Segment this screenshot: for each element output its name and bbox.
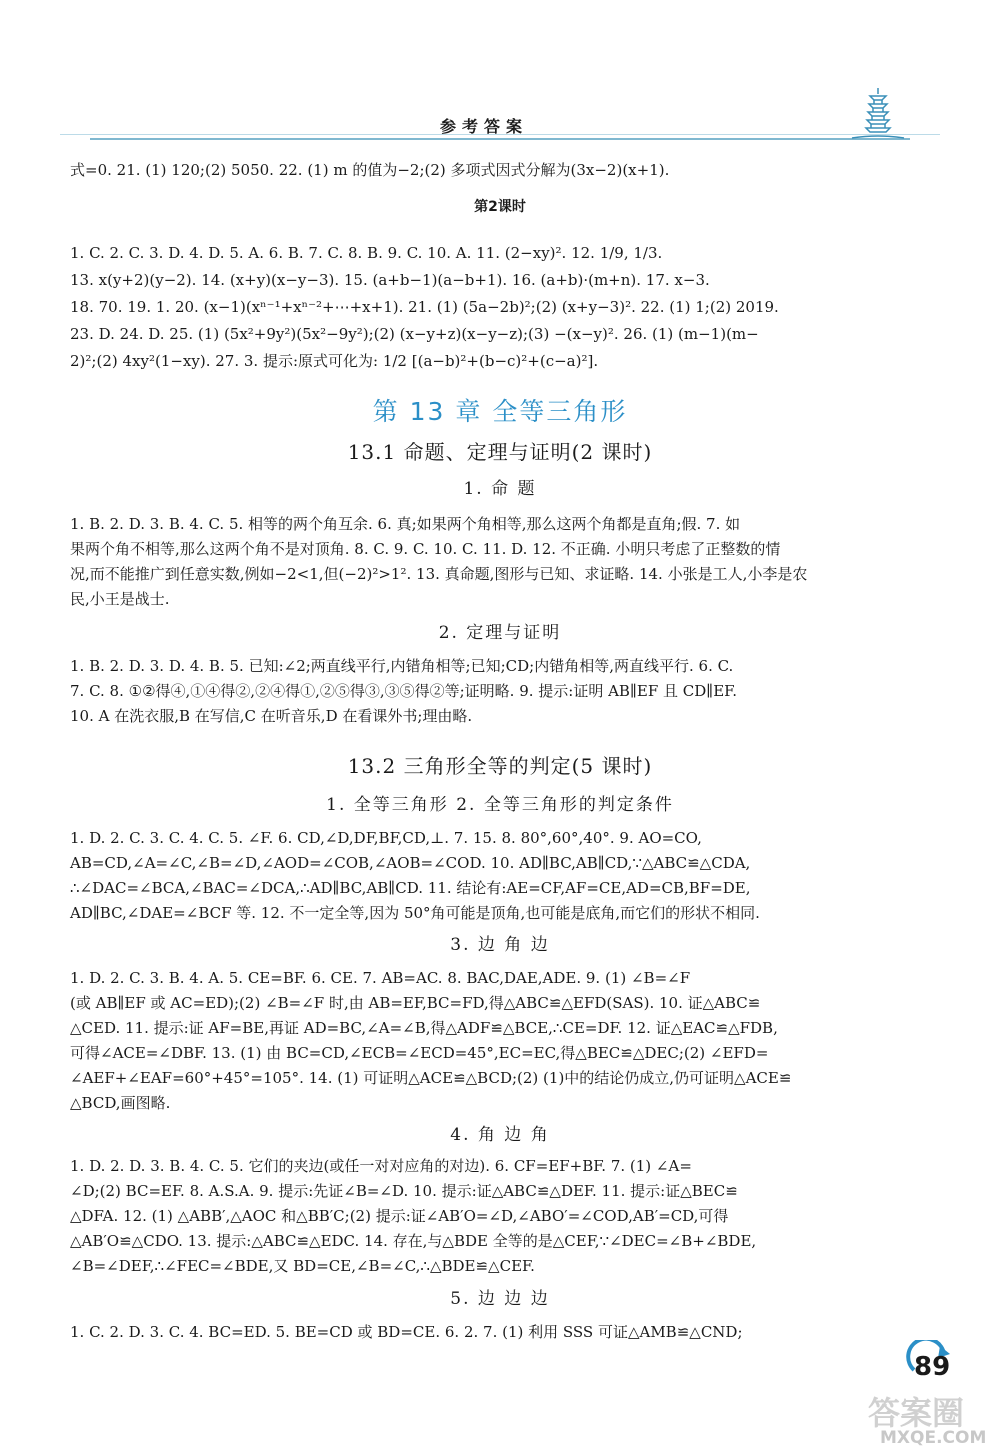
answer-line: 民,小王是战士. (70, 590, 170, 608)
answer-block-13-1-2 (70, 654, 912, 729)
page-number-text: 89 (914, 1352, 951, 1382)
answer-line: 式=0. 21. (1) 120;(2) 5050. 22. (1) m 的值为−2;(2) 多项式因式分解为(3x−2)(x+1). (70, 161, 670, 179)
page-number (906, 1348, 952, 1388)
answer-line: 1. C. 2. C. 3. D. 4. D. 5. A. 6. B. 7. C. 8. B. 9. C. 10. A. 11. (2−xy)². 12. 1/9, 1/3. (70, 244, 663, 262)
subsection-title: 1. 命 题 (463, 479, 537, 499)
answer-line: 23. D. 24. D. 25. (1) (5x²+9y²)(5x²−9y²);(2) (x−y+z)(x−y−z);(3) −(x−y)². 26. (1) (m−1)(m− (70, 325, 759, 343)
answer-block-13-1-1 (70, 512, 912, 612)
answer-line: AB=CD,∠A=∠C,∠B=∠D,∠AOD=∠COB,∠AOB=∠COD. 10. AD∥BC,AB∥CD,∵△ABC≌△CDA, (70, 854, 751, 872)
answer-block-13-2-5 (70, 1320, 900, 1345)
section-title: 13.2 三角形全等的判定(5 课时) (347, 754, 653, 778)
answer-line: 1. D. 2. D. 3. B. 4. C. 5. 它们的夹边(或任一对对应角的对边). 6. CF=EF+BF. 7. (1) ∠A= (70, 1157, 692, 1175)
answer-line: 况,而不能推广到任意实数,例如−2<1,但(−2)²>1². 13. 真命题,图形与已知、求证略. 14. 小张是工人,小李是农 (70, 565, 808, 583)
answer-line: 可得∠ACE=∠DBF. 13. (1) 由 BC=CD,∠ECB=∠ECD=45°,EC=EC,得△BEC≌△DEC;(2) ∠EFD= (70, 1044, 769, 1062)
answer-line: 1. D. 2. C. 3. B. 4. A. 5. CE=BF. 6. CE. 7. AB=AC. 8. BAC,DAE,ADE. 9. (1) ∠B=∠F (70, 969, 691, 987)
answer-block-top (70, 158, 912, 183)
answer-line: AD∥BC,∠DAE=∠BCF 等. 12. 不一定全等,因为 50°角可能是顶角,也可能是底角,而它们的形状不相同. (70, 904, 760, 922)
subsection-title: 1. 全等三角形 2. 全等三角形的判定条件 (326, 795, 674, 815)
chapter-title: 第 13 章 全等三角形 (372, 397, 628, 426)
answer-block-13-2-1 (70, 826, 912, 926)
answer-line: 13. x(y+2)(y−2). 14. (x+y)(x−y−3). 15. (a+b−1)(a−b+1). 16. (a+b)·(m+n). 17. x−3. (70, 271, 710, 289)
section-title: 13.1 命题、定理与证明(2 课时) (347, 440, 653, 464)
answer-line: △CED. 11. 提示:证 AF=BE,再证 AD=BC,∠A=∠B,得△ADF≌△BCE,∴CE=DF. 12. 证△EAC≌△FDB, (70, 1019, 778, 1037)
answer-line: ∠B=∠DEF,∴∠FEC=∠BDE,又 BD=CE,∠B=∠C,∴△BDE≌△CEF. (70, 1257, 535, 1275)
watermark-url: MXQE.COM (880, 1428, 987, 1448)
answer-block-13-2-3 (70, 966, 912, 1116)
subsection-title: 5. 边 边 边 (450, 1289, 550, 1309)
answer-line: ∠D;(2) BC=EF. 8. A.S.A. 9. 提示:先证∠B=∠D. 10. 提示:证△ABC≌△DEF. 11. 提示:证△BEC≌ (70, 1182, 738, 1200)
subsection-title: 3. 边 角 边 (450, 935, 550, 955)
lesson-title: 第2课时 (474, 199, 526, 215)
answer-line: 2)²;(2) 4xy²(1−xy). 27. 3. 提示:原式可化为: 1/2 [(a−b)²+(b−c)²+(c−a)²]. (70, 352, 599, 370)
answer-line: 1. B. 2. D. 3. B. 4. C. 5. 相等的两个角互余. 6. 真;如果两个角相等,那么这两个角都是直角;假. 7. 如 (70, 515, 741, 533)
answer-line: ∴∠DAC=∠BCA,∠BAC=∠DCA,∴AD∥BC,AB∥CD. 11. 结论有:AE=CF,AF=CE,AD=CB,BF=DE, (70, 879, 751, 897)
answer-block-lesson2 (70, 240, 912, 375)
answer-line: △AB′O≌△CDO. 13. 提示:△ABC≌△EDC. 14. 存在,与△BDE 全等的是△CEF,∵∠DEC=∠B+∠BDE, (70, 1232, 757, 1250)
answer-line: 10. A 在洗衣服,B 在写信,C 在听音乐,D 在看课外书;理由略. (70, 707, 473, 725)
page-header-title: 参考答案 (440, 117, 529, 136)
answer-line: 1. B. 2. D. 3. D. 4. B. 5. 已知:∠2;两直线平行,内错角相等;已知;CD;内错角相等,两直线平行. 6. C. (70, 657, 734, 675)
answer-line: (或 AB∥EF 或 AC=ED);(2) ∠B=∠F 时,由 AB=EF,BC=FD,得△ABC≌△EFD(SAS). 10. 证△ABC≌ (70, 994, 761, 1012)
answer-block-13-2-4 (70, 1154, 912, 1279)
answer-line: 1. D. 2. C. 3. C. 4. C. 5. ∠F. 6. CD,∠D,DF,BF,CD,⊥. 7. 15. 8. 80°,60°,40°. 9. AO=CO, (70, 829, 702, 847)
answer-line: 18. 70. 19. 1. 20. (x−1)(xⁿ⁻¹+xⁿ⁻²+⋯+x+1). 21. (1) (5a−2b)²;(2) (x+y−3)². 22. (1) 1;(2) 2019. (70, 298, 779, 316)
header-rule (90, 138, 910, 140)
pagoda-icon (848, 84, 908, 144)
answer-line: 1. C. 2. D. 3. C. 4. BC=ED. 5. BE=CD 或 BD=CE. 6. 2. 7. (1) 利用 SSS 可证△AMB≌△CND; (70, 1323, 743, 1341)
answer-line: ∠AEF+∠EAF=60°+45°=105°. 14. (1) 可证明△ACE≌△BCD;(2) (1)中的结论仍成立,仍可证明△ACE≌ (70, 1069, 792, 1087)
answer-line: 7. C. 8. ①②得④,①④得②,②④得①,②⑤得③,③⑤得②等;证明略. 9. 提示:证明 AB∥EF 且 CD∥EF. (70, 682, 737, 700)
subsection-title: 2. 定理与证明 (438, 623, 562, 643)
answer-line: △BCD,画图略. (70, 1094, 171, 1112)
subsection-title: 4. 角 边 角 (450, 1125, 550, 1145)
answer-line: 果两个角不相等,那么这两个角不是对顶角. 8. C. 9. C. 10. C. 11. D. 12. 不正确. 小明只考虑了正整数的情 (70, 540, 781, 558)
watermark-logo: 答案圈 (868, 1394, 965, 1432)
answer-line: △DFA. 12. (1) △ABB′,△AOC 和△BB′C;(2) 提示:证∠AB′O=∠D,∠ABO′=∠COD,AB′=CD,可得 (70, 1207, 729, 1225)
